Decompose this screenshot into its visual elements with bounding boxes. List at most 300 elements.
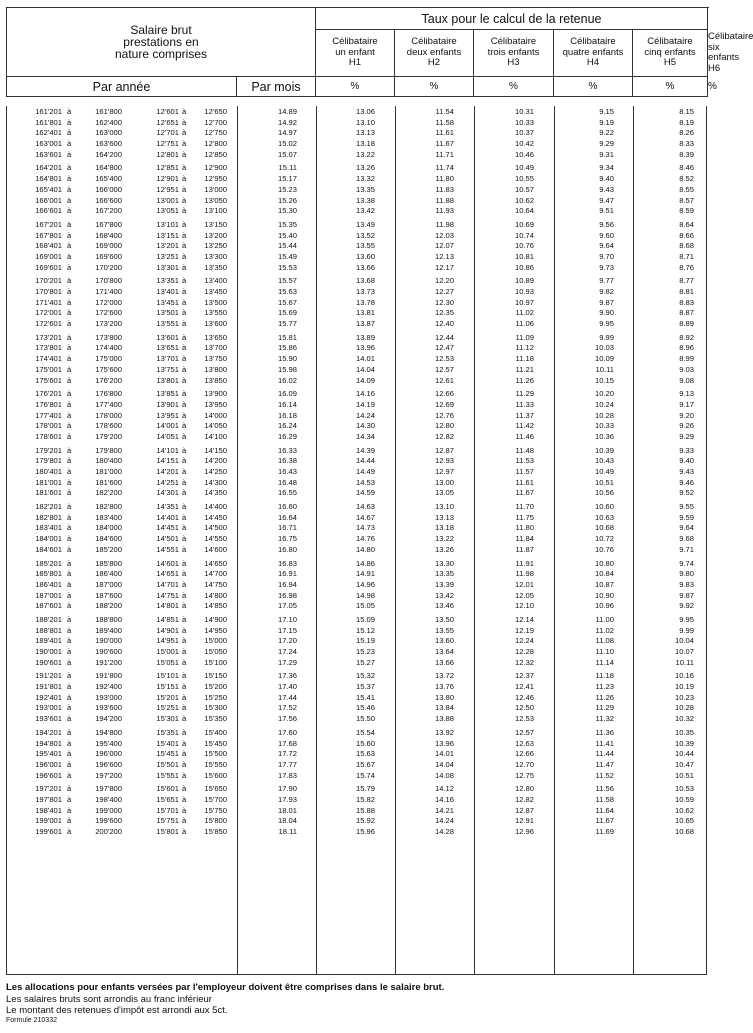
rate-h6: 8.87 bbox=[679, 308, 694, 318]
row-group bbox=[6, 446, 707, 499]
range-separator: à bbox=[67, 399, 72, 409]
column-header-line1: Célibataire bbox=[570, 36, 616, 48]
rate-h3: 12.47 bbox=[434, 343, 454, 353]
rate-h5: 10.68 bbox=[594, 523, 614, 533]
annual-to: 166'600 bbox=[95, 195, 122, 205]
monthly-from: 12'701 bbox=[156, 128, 179, 138]
row-group bbox=[6, 728, 707, 781]
monthly-from: 13'001 bbox=[156, 195, 179, 205]
range-separator: à bbox=[67, 794, 72, 804]
rate-h4: 11.61 bbox=[515, 477, 534, 487]
rate-h5: 10.84 bbox=[594, 569, 614, 579]
range-separator: à bbox=[67, 364, 72, 374]
monthly-to: 13'150 bbox=[204, 219, 227, 229]
rate-h5: 11.44 bbox=[595, 749, 614, 759]
rate-h4: 11.37 bbox=[515, 410, 534, 420]
rate-h3: 13.66 bbox=[434, 657, 454, 667]
rate-h4: 10.81 bbox=[514, 251, 534, 261]
rate-h6: 8.57 bbox=[679, 195, 694, 205]
rate-h2: 13.73 bbox=[355, 287, 375, 296]
rate-h1: 16.91 bbox=[277, 569, 297, 579]
annual-to: 197'800 bbox=[95, 784, 122, 794]
range-separator: à bbox=[67, 410, 72, 420]
annual-from: 178'601 bbox=[35, 431, 62, 441]
rate-h1: 17.60 bbox=[277, 727, 297, 737]
rate-h4: 11.70 bbox=[515, 502, 534, 512]
annual-from: 189'401 bbox=[35, 636, 62, 646]
rate-h5: 10.80 bbox=[594, 558, 614, 568]
annual-to: 190'000 bbox=[95, 636, 122, 646]
formule-number: Formule 210332 bbox=[6, 1017, 57, 1024]
annual-to: 193'000 bbox=[95, 692, 122, 702]
monthly-from: 15'701 bbox=[156, 805, 179, 815]
rate-h5: 9.29 bbox=[599, 139, 614, 149]
monthly-from: 13'751 bbox=[156, 364, 179, 374]
monthly-to: 15'150 bbox=[204, 671, 227, 681]
range-separator: à bbox=[67, 703, 72, 713]
rate-h2: 14.09 bbox=[355, 375, 375, 385]
range-separator: à bbox=[182, 421, 187, 431]
rate-h2: 13.35 bbox=[355, 184, 375, 194]
rate-h1: 18.11 bbox=[278, 827, 297, 836]
monthly-from: 14'401 bbox=[156, 512, 179, 522]
rate-h4: 10.93 bbox=[514, 287, 534, 296]
rate-h5: 10.20 bbox=[594, 389, 614, 399]
rate-h3: 12.80 bbox=[434, 421, 454, 431]
rate-h2: 15.88 bbox=[355, 805, 375, 815]
rate-h1: 15.26 bbox=[277, 195, 297, 205]
rate-h6: 8.81 bbox=[679, 287, 694, 296]
table-row bbox=[6, 354, 707, 365]
rate-h2: 13.89 bbox=[355, 332, 375, 342]
table-row bbox=[6, 174, 707, 185]
monthly-to: 12'950 bbox=[204, 174, 227, 184]
range-separator: à bbox=[182, 544, 187, 554]
monthly-to: 13'250 bbox=[204, 241, 227, 251]
table-row bbox=[6, 150, 707, 161]
monthly-to: 15'450 bbox=[204, 738, 227, 748]
rate-h4: 11.18 bbox=[515, 354, 534, 364]
rate-h6: 10.39 bbox=[674, 738, 694, 748]
rate-h3: 11.71 bbox=[435, 149, 454, 159]
table-row bbox=[6, 139, 707, 150]
range-separator: à bbox=[67, 558, 72, 568]
monthly-to: 15'100 bbox=[204, 657, 227, 667]
monthly-to: 13'400 bbox=[204, 276, 227, 286]
rate-h2: 14.96 bbox=[355, 579, 375, 589]
row-group bbox=[6, 220, 707, 273]
rate-h2: 13.55 bbox=[355, 241, 375, 251]
range-separator: à bbox=[67, 657, 72, 667]
monthly-from: 15'251 bbox=[156, 703, 179, 713]
annual-to: 193'600 bbox=[95, 703, 122, 713]
table-row bbox=[6, 478, 707, 489]
table-row bbox=[6, 559, 707, 570]
range-separator: à bbox=[67, 128, 72, 138]
monthly-to: 15'300 bbox=[204, 703, 227, 713]
rate-h4: 11.53 bbox=[515, 456, 534, 466]
table-row bbox=[6, 795, 707, 806]
rate-h1: 14.97 bbox=[277, 128, 297, 138]
annual-from: 171'401 bbox=[35, 297, 62, 307]
range-separator: à bbox=[182, 241, 187, 251]
range-separator: à bbox=[182, 195, 187, 205]
monthly-to: 14'900 bbox=[204, 614, 227, 624]
column-header-line1: Célibataire bbox=[411, 36, 457, 48]
range-separator: à bbox=[67, 163, 72, 173]
rate-h5: 10.63 bbox=[594, 512, 614, 522]
annual-to: 196'600 bbox=[95, 759, 122, 769]
range-separator: à bbox=[67, 149, 72, 159]
rate-h2: 15.96 bbox=[355, 827, 375, 836]
rate-h4: 10.69 bbox=[514, 219, 534, 229]
rate-h3: 13.00 bbox=[434, 477, 454, 487]
rate-h3: 13.35 bbox=[434, 569, 454, 579]
rate-h1: 16.38 bbox=[277, 456, 297, 466]
rate-h4: 11.57 bbox=[515, 467, 534, 476]
annual-to: 173'200 bbox=[95, 319, 122, 329]
rate-h1: 16.71 bbox=[277, 523, 297, 533]
rate-h5: 9.99 bbox=[599, 332, 614, 342]
monthly-from: 14'801 bbox=[156, 601, 179, 611]
rate-h4: 12.96 bbox=[514, 827, 534, 836]
range-separator: à bbox=[182, 230, 187, 240]
annual-to: 192'400 bbox=[95, 682, 122, 692]
monthly-to: 14'100 bbox=[204, 431, 227, 441]
annual-from: 187'001 bbox=[35, 590, 62, 600]
note-rounding-salary: Les salaires bruts sont arrondis au franc inférieur bbox=[6, 994, 212, 1005]
rate-h2: 15.63 bbox=[355, 749, 375, 759]
table-row bbox=[6, 714, 707, 725]
monthly-to: 15'800 bbox=[204, 816, 227, 826]
rate-h3: 13.84 bbox=[434, 703, 454, 713]
rate-h5: 9.87 bbox=[599, 297, 614, 307]
rate-h1: 15.07 bbox=[277, 149, 297, 159]
rate-h1: 15.67 bbox=[277, 297, 297, 307]
monthly-to: 13'300 bbox=[204, 251, 227, 261]
rate-h1: 17.40 bbox=[277, 682, 297, 692]
rate-h1: 15.86 bbox=[277, 343, 297, 353]
range-separator: à bbox=[182, 287, 187, 296]
rate-h6: 9.95 bbox=[679, 614, 694, 624]
annual-from: 184'601 bbox=[35, 544, 62, 554]
rate-h2: 13.06 bbox=[355, 107, 375, 116]
monthly-from: 13'051 bbox=[156, 206, 179, 216]
annual-to: 200'200 bbox=[95, 827, 122, 836]
rate-h1: 15.53 bbox=[277, 262, 297, 272]
annual-from: 173'201 bbox=[35, 332, 62, 342]
annual-to: 181'000 bbox=[95, 467, 122, 476]
rate-h3: 12.76 bbox=[434, 410, 454, 420]
rate-h1: 16.94 bbox=[277, 579, 297, 589]
rate-h5: 9.15 bbox=[599, 107, 614, 116]
monthly-from: 13'201 bbox=[156, 241, 179, 251]
monthly-to: 15'350 bbox=[204, 714, 227, 724]
annual-from: 185'201 bbox=[35, 558, 62, 568]
rate-h4: 11.75 bbox=[515, 512, 534, 522]
table-row bbox=[6, 446, 707, 457]
annual-to: 183'400 bbox=[95, 512, 122, 522]
rate-h3: 13.76 bbox=[434, 682, 454, 692]
salaire-brut-label: Salaire brut prestations en nature comprises bbox=[114, 23, 208, 61]
rate-h4: 12.75 bbox=[514, 770, 534, 780]
rate-h6: 9.17 bbox=[679, 399, 694, 409]
annual-to: 174'400 bbox=[95, 343, 122, 353]
table-row bbox=[6, 760, 707, 771]
table-row bbox=[6, 421, 707, 432]
rate-h6: 10.28 bbox=[674, 703, 694, 713]
rate-h2: 15.74 bbox=[355, 770, 375, 780]
range-separator: à bbox=[67, 297, 72, 307]
annual-from: 190'601 bbox=[35, 657, 62, 667]
range-separator: à bbox=[182, 523, 187, 533]
rate-h6: 10.11 bbox=[675, 657, 694, 667]
rate-h4: 10.46 bbox=[514, 149, 534, 159]
monthly-to: 14'550 bbox=[204, 534, 227, 544]
rate-h3: 14.04 bbox=[434, 759, 454, 769]
annual-from: 162'401 bbox=[35, 128, 62, 138]
range-separator: à bbox=[67, 308, 72, 318]
rate-h3: 12.17 bbox=[434, 262, 454, 272]
range-separator: à bbox=[182, 614, 187, 624]
rate-h6: 8.96 bbox=[679, 343, 694, 353]
range-separator: à bbox=[67, 230, 72, 240]
rate-h1: 15.17 bbox=[277, 174, 297, 184]
rate-h5: 9.22 bbox=[599, 128, 614, 138]
rate-h3: 12.97 bbox=[434, 467, 454, 476]
rate-h3: 12.44 bbox=[434, 332, 454, 342]
rate-h1: 17.15 bbox=[277, 625, 297, 635]
range-separator: à bbox=[182, 512, 187, 522]
rate-h4: 12.37 bbox=[514, 671, 534, 681]
rate-h1: 15.30 bbox=[277, 206, 297, 216]
annual-from: 180'401 bbox=[35, 467, 62, 476]
rate-h2: 15.79 bbox=[355, 784, 375, 794]
range-separator: à bbox=[182, 297, 187, 307]
annual-to: 167'200 bbox=[95, 206, 122, 216]
range-separator: à bbox=[67, 671, 72, 681]
range-separator: à bbox=[182, 714, 187, 724]
monthly-to: 13'650 bbox=[204, 332, 227, 342]
monthly-from: 12'751 bbox=[156, 139, 179, 149]
annual-from: 194'201 bbox=[35, 727, 62, 737]
rate-h1: 14.89 bbox=[277, 107, 297, 116]
range-separator: à bbox=[182, 601, 187, 611]
annual-to: 186'400 bbox=[95, 569, 122, 579]
range-separator: à bbox=[67, 827, 72, 836]
rate-h4: 10.64 bbox=[514, 206, 534, 216]
rate-h4: 10.49 bbox=[514, 163, 534, 173]
annual-to: 178'000 bbox=[95, 410, 122, 420]
annual-from: 163'601 bbox=[35, 149, 62, 159]
range-separator: à bbox=[182, 727, 187, 737]
rate-h5: 9.73 bbox=[599, 262, 614, 272]
monthly-to: 14'000 bbox=[204, 410, 227, 420]
rate-h6: 8.83 bbox=[679, 297, 694, 307]
range-separator: à bbox=[182, 117, 187, 127]
rate-h5: 9.40 bbox=[599, 174, 614, 184]
range-separator: à bbox=[67, 770, 72, 780]
range-separator: à bbox=[67, 523, 72, 533]
table-row bbox=[6, 185, 707, 196]
rate-h2: 13.22 bbox=[355, 149, 375, 159]
table-row bbox=[6, 513, 707, 524]
rate-h2: 15.46 bbox=[355, 703, 375, 713]
rate-h1: 15.35 bbox=[277, 219, 297, 229]
range-separator: à bbox=[67, 276, 72, 286]
monthly-to: 13'600 bbox=[204, 319, 227, 329]
rate-h1: 15.02 bbox=[277, 139, 297, 149]
monthly-to: 15'050 bbox=[204, 647, 227, 656]
range-separator: à bbox=[67, 107, 72, 116]
rate-h1: 16.55 bbox=[277, 488, 297, 498]
monthly-from: 15'451 bbox=[156, 749, 179, 759]
table-row bbox=[6, 231, 707, 242]
rate-h2: 15.32 bbox=[355, 671, 375, 681]
annual-to: 172'600 bbox=[95, 308, 122, 318]
annual-from: 191'801 bbox=[35, 682, 62, 692]
monthly-from: 15'401 bbox=[156, 738, 179, 748]
monthly-to: 12'750 bbox=[204, 128, 227, 138]
range-separator: à bbox=[182, 467, 187, 476]
monthly-from: 15'751 bbox=[156, 816, 179, 826]
range-separator: à bbox=[182, 332, 187, 342]
monthly-to: 15'850 bbox=[204, 827, 227, 836]
annual-from: 165'401 bbox=[35, 184, 62, 194]
rate-h1: 17.20 bbox=[277, 636, 297, 646]
rate-h4: 11.42 bbox=[515, 421, 534, 431]
annual-to: 194'200 bbox=[95, 714, 122, 724]
rate-h5: 9.43 bbox=[599, 184, 614, 194]
table-row bbox=[6, 220, 707, 231]
rate-h3: 12.66 bbox=[434, 389, 454, 399]
annual-from: 181'001 bbox=[35, 477, 62, 487]
annual-from: 182'801 bbox=[35, 512, 62, 522]
monthly-to: 13'050 bbox=[204, 195, 227, 205]
header-table: Salaire brut prestations en nature comprises Taux pour le calcul de la retenue Célibataire un enfant H1 Célibataire deux enfants H2 Célibataire trois enfants H3 Célibataire quatre enfants H4 Célibataire cinq enfants H5 Célibataire six enfants H6 Par année Par mois % % % % % % bbox=[6, 7, 708, 97]
rate-h3: 12.20 bbox=[434, 276, 454, 286]
rate-h1: 16.60 bbox=[277, 502, 297, 512]
rate-h5: 9.77 bbox=[599, 276, 614, 286]
rate-h5: 9.47 bbox=[599, 195, 614, 205]
range-separator: à bbox=[182, 399, 187, 409]
rate-h4: 10.62 bbox=[514, 195, 534, 205]
column-header-line1: Célibataire bbox=[490, 36, 537, 48]
annual-to: 169'000 bbox=[95, 241, 122, 251]
rate-h1: 15.69 bbox=[277, 308, 297, 318]
monthly-to: 13'550 bbox=[204, 308, 227, 318]
rate-h2: 14.67 bbox=[355, 512, 375, 522]
range-separator: à bbox=[182, 569, 187, 579]
monthly-to: 13'900 bbox=[204, 389, 227, 399]
rate-h5: 10.33 bbox=[594, 421, 614, 431]
monthly-from: 12'901 bbox=[156, 174, 179, 184]
annual-to: 184'600 bbox=[95, 534, 122, 544]
annual-from: 194'801 bbox=[35, 738, 62, 748]
range-separator: à bbox=[67, 749, 72, 759]
rate-h4: 10.55 bbox=[514, 174, 534, 184]
range-separator: à bbox=[67, 502, 72, 512]
rate-h1: 15.57 bbox=[277, 276, 297, 286]
rate-h5: 9.56 bbox=[599, 219, 614, 229]
rate-h4: 12.46 bbox=[514, 692, 534, 702]
rate-h6: 8.66 bbox=[679, 230, 694, 240]
rate-h6: 9.92 bbox=[679, 601, 694, 611]
par-annee-heading: Par année bbox=[7, 77, 237, 97]
annual-to: 161'800 bbox=[95, 107, 122, 116]
range-separator: à bbox=[182, 784, 187, 794]
monthly-to: 13'500 bbox=[204, 297, 227, 307]
percent-h5: % bbox=[633, 77, 708, 97]
rate-h2: 14.39 bbox=[355, 445, 375, 455]
monthly-from: 14'351 bbox=[156, 502, 179, 512]
rate-h4: 12.66 bbox=[514, 749, 534, 759]
monthly-from: 15'801 bbox=[156, 827, 179, 836]
rate-h2: 13.18 bbox=[355, 139, 375, 149]
rate-h4: 10.86 bbox=[514, 262, 534, 272]
table-row bbox=[6, 771, 707, 782]
column-header-line2: trois enfants bbox=[487, 46, 540, 58]
range-separator: à bbox=[67, 488, 72, 498]
monthly-to: 14'650 bbox=[204, 558, 227, 568]
monthly-to: 14'500 bbox=[204, 523, 227, 533]
rate-h1: 17.90 bbox=[277, 784, 297, 794]
monthly-from: 15'201 bbox=[156, 692, 179, 702]
rate-h1: 17.36 bbox=[277, 671, 297, 681]
annual-from: 199'601 bbox=[35, 827, 62, 836]
rate-h1: 18.04 bbox=[277, 816, 297, 826]
range-separator: à bbox=[67, 784, 72, 794]
rate-h2: 13.96 bbox=[355, 343, 375, 353]
annual-to: 187'000 bbox=[95, 579, 122, 589]
rate-h4: 11.29 bbox=[515, 389, 534, 399]
table-row bbox=[6, 693, 707, 704]
rate-h6: 10.07 bbox=[674, 647, 694, 656]
rate-h1: 16.29 bbox=[277, 431, 297, 441]
rate-h3: 12.30 bbox=[434, 297, 454, 307]
rate-h2: 14.63 bbox=[355, 502, 375, 512]
annual-from: 164'201 bbox=[35, 163, 62, 173]
monthly-to: 14'700 bbox=[204, 569, 227, 579]
range-separator: à bbox=[182, 671, 187, 681]
annual-to: 168'400 bbox=[95, 230, 122, 240]
rate-h3: 13.55 bbox=[434, 625, 454, 635]
table-row bbox=[6, 534, 707, 545]
rate-h5: 11.08 bbox=[595, 636, 614, 646]
rate-h6: 8.89 bbox=[679, 319, 694, 329]
rate-h6: 8.77 bbox=[679, 276, 694, 286]
percent-h2: % bbox=[395, 77, 474, 97]
annual-to: 196'000 bbox=[95, 749, 122, 759]
rate-h5: 9.82 bbox=[599, 287, 614, 296]
rate-h5: 11.02 bbox=[595, 625, 614, 635]
rate-h6: 9.40 bbox=[679, 456, 694, 466]
range-separator: à bbox=[182, 805, 187, 815]
annual-to: 198'400 bbox=[95, 794, 122, 804]
range-separator: à bbox=[67, 544, 72, 554]
rate-h5: 11.14 bbox=[595, 657, 614, 667]
range-separator: à bbox=[182, 738, 187, 748]
rate-h1: 16.98 bbox=[277, 590, 297, 600]
annual-to: 189'400 bbox=[95, 625, 122, 635]
rate-h4: 11.12 bbox=[515, 343, 534, 353]
range-separator: à bbox=[67, 601, 72, 611]
rate-h6: 9.46 bbox=[679, 477, 694, 487]
annual-from: 175'601 bbox=[35, 375, 62, 385]
rate-h3: 12.53 bbox=[434, 354, 454, 364]
range-separator: à bbox=[182, 794, 187, 804]
table-row bbox=[6, 784, 707, 795]
